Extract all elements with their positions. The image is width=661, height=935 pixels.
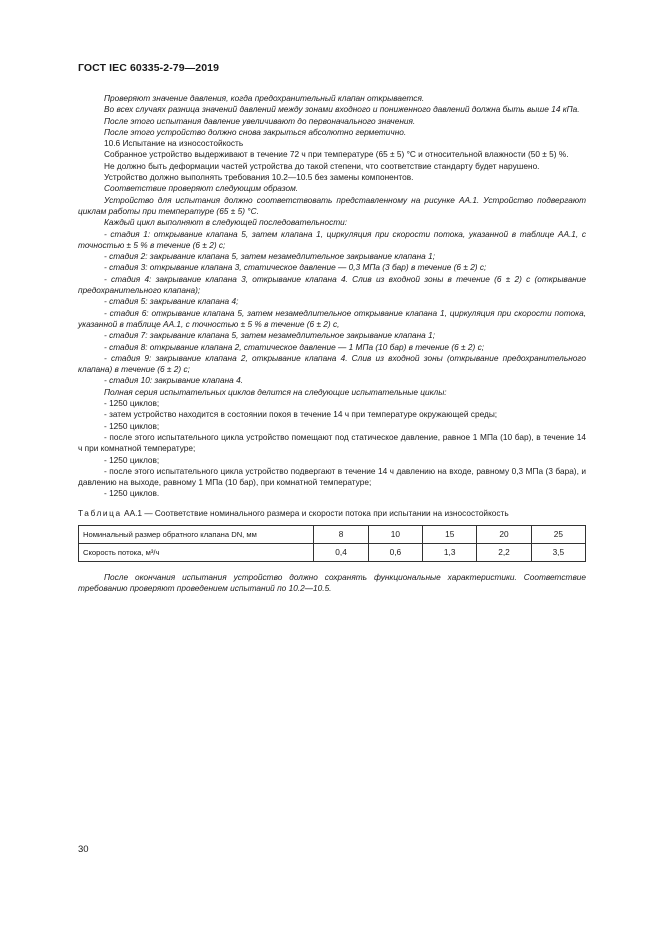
- table-cell: 10: [368, 525, 422, 543]
- table-cell: 2,2: [477, 543, 531, 561]
- paragraph: Устройство должно выполнять требования 10.2—10.5 без замены компонентов.: [104, 172, 414, 183]
- paragraph: - стадия 10: закрывание клапана 4.: [104, 375, 244, 386]
- paragraph: - 1250 циклов;: [104, 420, 160, 431]
- paragraph: - стадия 9: закрывание клапана 2, открывание клапана 4. Слив из входной зоны (открывание предохранительного клапана) в течение (6 ± 2) с;: [78, 352, 586, 375]
- conclusion-paragraph: После окончания испытания устройство должно сохранять функциональные характеристики. Соответствие требованию проверяют проведением испытаний по 10.2—10.5.: [78, 571, 586, 594]
- paragraph: - стадия 1: открывание клапана 5, затем клапана 1, циркуляция при скорости потока, указанной в таблице АА.1, с точностью ± 5 % в течение (6 ± 2) с;: [78, 228, 586, 250]
- document-header: ГОСТ IEC 60335-2-79—2019: [78, 62, 220, 74]
- paragraph: - стадия 4: закрывание клапана 3, открывание клапана 4. Слив из входной зоны в течение (6 ± 2) с (открывание предохранительного клапана);: [78, 273, 586, 296]
- paragraph: Не должно быть деформации частей устройства до такой степени, что соответствие стандарту будет нарушено.: [104, 160, 540, 171]
- paragraph: После этого испытания давление увеличивают до первоначального значения.: [104, 115, 416, 126]
- paragraph-list: [78, 93, 586, 500]
- table-row-label: Номинальный размер обратного клапана DN, мм: [79, 525, 314, 543]
- paragraph: - стадия 7: закрывание клапана 5, затем незамедлительное закрывание клапана 1;: [104, 330, 436, 341]
- table-cell: 20: [477, 525, 531, 543]
- paragraph: - стадия 3: открывание клапана 3, статическое давление — 0,3 МПа (3 бар) в течение (6 ± 2) с;: [104, 262, 487, 273]
- paragraph: - стадия 2: закрывание клапана 5, затем незамедлительное закрывание клапана 1;: [104, 251, 436, 262]
- table-row-label: Скорость потока, м³/ч: [79, 543, 314, 561]
- paragraph: Соответствие проверяют следующим образом.: [104, 183, 299, 194]
- paragraph: Собранное устройство выдерживают в течение 72 ч при температуре (65 ± 5) °С и относительной влажности (50 ± 5) %.: [104, 149, 569, 160]
- paragraph: Устройство для испытания должно соответствовать представленному на рисунке АА.1. Устройство подвергают циклам работы при температуре (65 ± 5) °С.: [78, 194, 586, 216]
- document-body: [78, 93, 586, 595]
- table-cell: 0,4: [314, 543, 368, 561]
- table-cell: 0,6: [368, 543, 422, 561]
- table-row: [79, 525, 586, 543]
- table-cell: 15: [423, 525, 477, 543]
- paragraph: Каждый цикл выполняют в следующей последовательности:: [104, 217, 348, 228]
- page-number: 30: [78, 844, 89, 855]
- table-cell: 1,3: [423, 543, 477, 561]
- paragraph: - после этого испытательного цикла устройство помещают под статическое давление, равное 1 МПа (10 бар), в течение 14 ч при комнатной температуре;: [78, 431, 586, 454]
- paragraph: Во всех случаях разница значений давлений между зонами входного и пониженного давлений должна быть выше 14 кПа.: [104, 104, 580, 115]
- paragraph: - 1250 циклов;: [104, 398, 160, 409]
- paragraph: - затем устройство находится в состоянии покоя в течение 14 ч при температуре окружающей среды;: [104, 409, 498, 420]
- table-caption-text: АА.1 — Соответствие номинального размера и скорости потока при испытании на износостойкость: [121, 507, 509, 518]
- paragraph: - 1250 циклов;: [104, 454, 160, 465]
- paragraph: - после этого испытательного цикла устройство подвергают в течение 14 ч давлению на входе, равному 0,3 МПа (3 бара), и давлению на выходе, равному 1 МПа (10 бар), при комнатной температуре;: [78, 465, 586, 488]
- table-cell: 8: [314, 525, 368, 543]
- paragraph: - 1250 циклов.: [104, 488, 160, 499]
- table-cell: 3,5: [531, 543, 585, 561]
- wear-test-table: [78, 525, 586, 562]
- table-cell: 25: [531, 525, 585, 543]
- paragraph: - стадия 5: закрывание клапана 4;: [104, 296, 239, 307]
- paragraph: - стадия 8: открывание клапана 2, статическое давление — 1 МПа (10 бар) в течение (6 ± 2) с;: [104, 341, 485, 352]
- paragraph: 10.6 Испытание на износостойкость: [104, 138, 244, 149]
- paragraph: - стадия 6: открывание клапана 5, затем незамедлительное открывание клапана 1, циркуляция при скорости потока, указанной в таблице АА.1, с точностью ± 5 % в течение (6 ± 2) с,: [78, 307, 586, 329]
- paragraph: Проверяют значение давления, когда предохранительный клапан открывается.: [104, 93, 425, 103]
- table-caption-label: Таблица: [78, 507, 122, 518]
- paragraph: После этого устройство должно снова закрыться абсолютно герметично.: [104, 126, 407, 137]
- table-row: [79, 543, 586, 561]
- table-caption: [78, 508, 586, 519]
- paragraph: Полная серия испытательных циклов делится на следующие испытательные циклы:: [104, 386, 447, 397]
